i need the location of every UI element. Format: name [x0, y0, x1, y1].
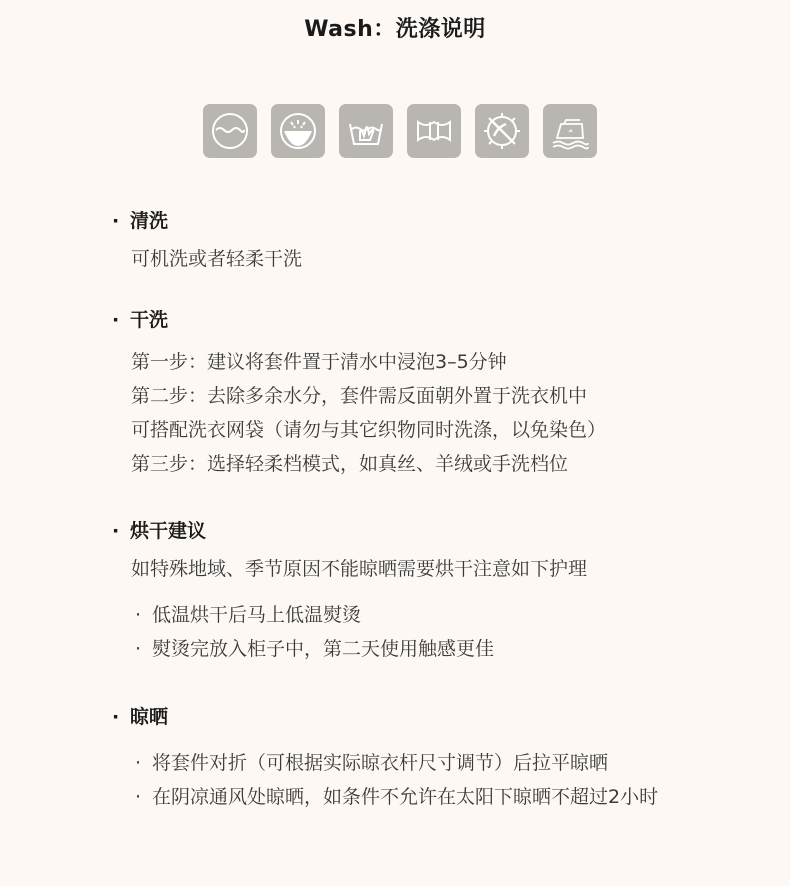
list-item-text: 低温烘干后马上低温熨烫	[152, 604, 362, 626]
bullet-dot: ·	[112, 706, 120, 728]
list-item	[135, 598, 587, 632]
text-line: 第一步：建议将套件置于清水中浸泡3–5分钟	[131, 351, 507, 373]
text-line: 第三步：选择轻柔档模式，如真丝、羊绒或手洗档位	[131, 453, 569, 475]
list-item	[135, 746, 658, 780]
section-wash	[112, 209, 302, 276]
iron-icon	[543, 104, 597, 158]
section-title-text: 清洗	[130, 210, 169, 232]
bullet-dot: ·	[112, 520, 120, 542]
section-title	[112, 519, 587, 543]
text-line: 可搭配洗衣网袋（请勿与其它织物同时洗涤，以免染色）	[131, 419, 607, 441]
section-title	[112, 705, 658, 729]
section-air-dry	[112, 705, 658, 814]
section-tumble-dry	[112, 519, 587, 666]
title-cn: 洗涤说明	[395, 17, 486, 42]
bullet-dot: ·	[135, 786, 142, 808]
tumble-dry-icon	[475, 104, 529, 158]
hand-wash-icon	[339, 104, 393, 158]
list-item	[135, 632, 587, 666]
bullet-dot: ·	[112, 210, 120, 232]
bullet-dot: ·	[135, 752, 142, 774]
section-title	[112, 308, 606, 332]
section-title-text: 晾晒	[130, 706, 169, 728]
list-item-text: 在阴凉通风处晾晒，如条件不允许在太阳下晾晒不超过2小时	[152, 786, 659, 808]
text-line: 可机洗或者轻柔干洗	[131, 248, 303, 270]
title-en: Wash	[304, 17, 374, 42]
section-dry-clean	[112, 308, 606, 481]
care-icons-row	[203, 104, 597, 158]
list-item-text: 熨烫完放入柜子中，第二天使用触感更佳	[152, 638, 495, 660]
section-title-text: 烘干建议	[130, 520, 207, 542]
title-separator: ：	[373, 17, 396, 42]
section-title-text: 干洗	[130, 309, 169, 331]
text-line: 第二步：去除多余水分，套件需反面朝外置于洗衣机中	[131, 385, 588, 407]
machine-wash-icon	[203, 104, 257, 158]
list-item-text: 将套件对折（可根据实际晾衣杆尺寸调节）后拉平晾晒	[152, 752, 609, 774]
list-item	[135, 780, 658, 814]
bullet-dot: ·	[112, 309, 120, 331]
wring-icon	[407, 104, 461, 158]
bullet-dot: ·	[135, 638, 142, 660]
page-title	[0, 12, 790, 43]
gentle-wash-icon	[271, 104, 325, 158]
section-title	[112, 209, 302, 233]
text-line: 如特殊地域、季节原因不能晾晒需要烘干注意如下护理	[131, 558, 588, 580]
bullet-dot: ·	[135, 604, 142, 626]
